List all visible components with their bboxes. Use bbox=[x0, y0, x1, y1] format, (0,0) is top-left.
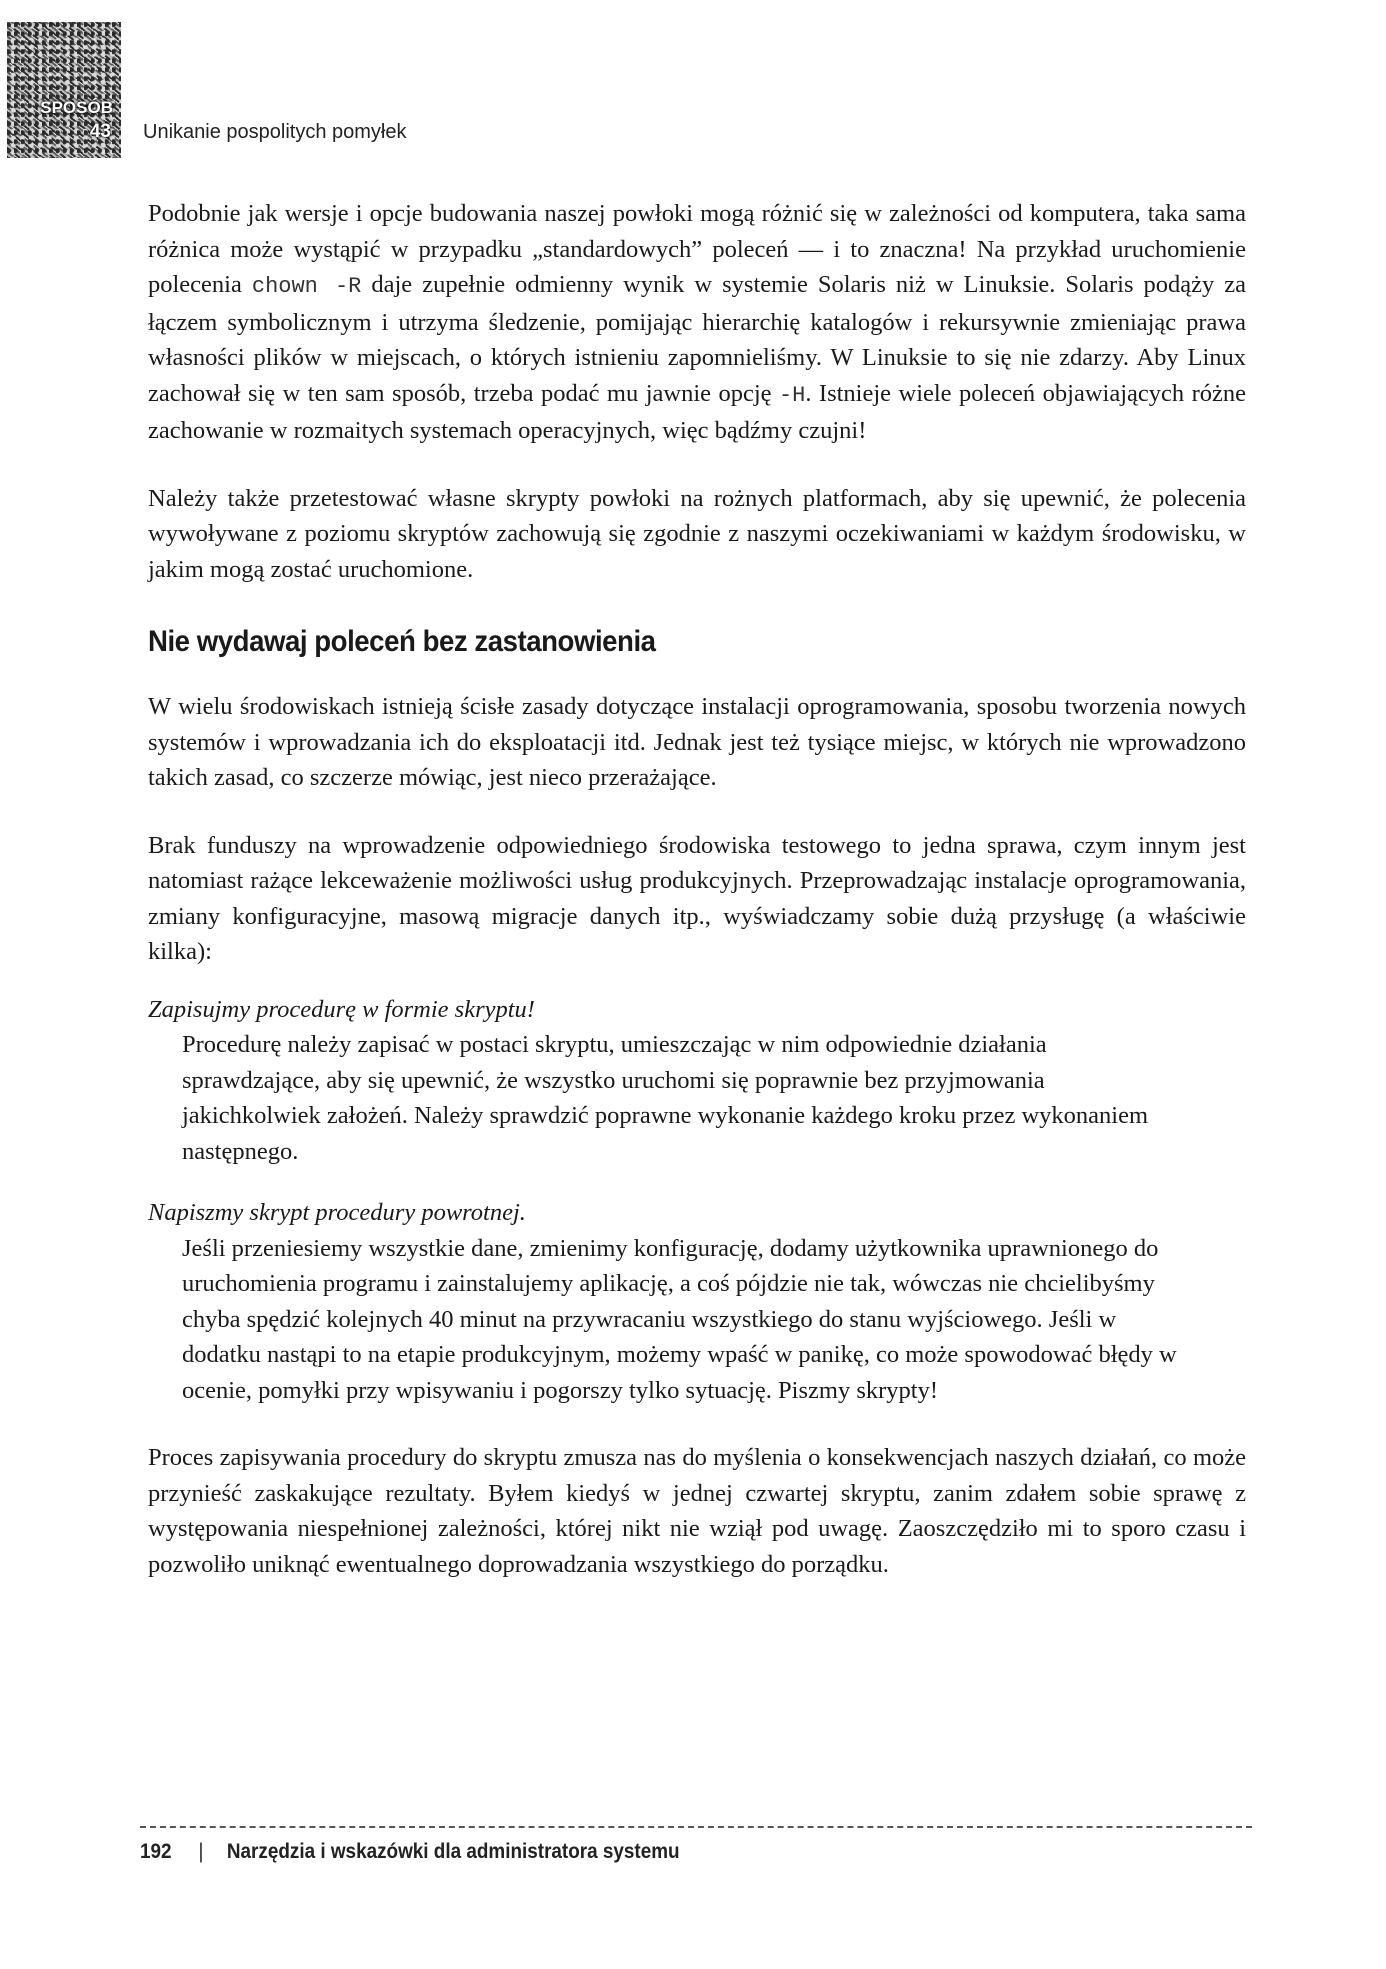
text-span: . Istnieje wiele poleceń objawiających różne zachowanie w rozmaitych systemach operacyjnych, więc bądźmy czujni! bbox=[148, 379, 1246, 444]
page-number: 192 bbox=[140, 1840, 172, 1863]
section-badge bbox=[7, 22, 121, 158]
paragraph-1 bbox=[148, 196, 1246, 449]
section-heading: Nie wydawaj poleceń bez zastanowienia bbox=[148, 625, 656, 658]
footer-divider bbox=[140, 1826, 1252, 1828]
text-span: daje zupełnie odmienny wynik w systemie Solaris niż w Linuksie. Solaris podąży za łączem symbolicznym i utrzyma śledzenie, pomijając hierarchię katalogów i rekursywnie zmieniając prawa własności plików w miejscach, o których istnieniu zapomnieliśmy. W Linuksie to się nie zdarzy. Aby Linux zachował się w ten sam sposób, trzeba podać mu jawnie opcję bbox=[148, 271, 1246, 407]
book-title: Narzędzia i wskazówki dla administratora systemu bbox=[226, 1840, 680, 1863]
inline-code-chown: chown -R bbox=[251, 274, 362, 299]
page-footer bbox=[140, 1840, 680, 1864]
page-body bbox=[148, 196, 1246, 1614]
list-term-2: Napiszmy skrypt procedury powrotnej. bbox=[148, 1199, 526, 1226]
paragraph-5: Proces zapisywania procedury do skryptu zmusza nas do myślenia o konsekwencjach naszych działań, co może przynieść zaskakujące rezultaty. Byłem kiedyś w jednej czwartej skryptu, zanim zdałem sobie sprawę z występowania niespełnionej zależności, której nikt nie wziął pod uwagę. Zaoszczędziło mi to sporo czasu i pozwoliło uniknąć ewentualnego doprowadzania wszystkiego do porządku. bbox=[148, 1444, 1246, 1578]
list-definition-2: Jeśli przeniesiemy wszystkie dane, zmienimy konfigurację, dodamy użytkownika uprawnionego do uruchomienia programu i zainstalujemy aplikację, a coś pójdzie nie tak, wówczas nie chcielibyśmy chyba spędzić kolejnych 40 minut na przywracaniu wszystkiego do stanu wyjściowego. Jeśli w dodatku nastąpi to na etapie produkcyjnym, możemy wpaść w panikę, co może spowodować błędy w ocenie, pomyłki przy wpisywaniu i pogorszy tylko sytuację. Piszmy skrypty! bbox=[182, 1234, 1177, 1404]
paragraph-3: W wielu środowiskach istnieją ścisłe zasady dotyczące instalacji oprogramowania, sposobu tworzenia nowych systemów i wprowadzania ich do eksploatacji itd. Jednak jest też tysiące miejsc, w których nie wprowadzono takich zasad, co szczerze mówiąc, jest nieco przerażające. bbox=[148, 693, 1246, 791]
badge-label: SPOSÓB bbox=[40, 98, 113, 117]
paragraph-2: Należy także przetestować własne skrypty powłoki na rożnych platformach, aby się upewnić, że polecenia wywoływane z poziomu skryptów zachowują się zgodnie z naszymi oczekiwaniami w każdym środowisku, w jakim mogą zostać uruchomione. bbox=[148, 484, 1246, 583]
badge-number: 43 bbox=[89, 121, 111, 142]
list-term-1: Zapisujmy procedurę w formie skryptu! bbox=[148, 995, 535, 1023]
inline-code-h-option: -H bbox=[778, 382, 806, 408]
text-span: Podobnie jak wersje i opcje budowania naszej powłoki mogą różnić się w zależności od komputera, taka sama różnica może wystąpić w przypadku „standardowych” poleceń — i to znaczna! Na przykład uruchomienie polecenia bbox=[148, 200, 1246, 298]
footer-separator: | bbox=[198, 1840, 204, 1863]
paragraph-4: Brak funduszy na wprowadzenie odpowiedniego środowiska testowego to jedna sprawa, czym innym jest natomiast rażące lekceważenie możliwości usług produkcyjnych. Przeprowadzając instalacje oprogramowania, zmiany konfiguracyjne, masową migracje danych itp., wyświadczamy sobie dużą przysługę (a właściwie kilka): bbox=[148, 831, 1246, 965]
list-definition-1: Procedurę należy zapisać w postaci skryptu, umieszczając w nim odpowiednie działania sprawdzające, aby się upewnić, że wszystko uruchomi się poprawnie bez przyjmowania jakichkolwiek założeń. Należy sprawdzić poprawne wykonanie każdego kroku przez wykonaniem następnego. bbox=[182, 1031, 1149, 1165]
running-header: Unikanie pospolitych pomyłek bbox=[143, 121, 407, 143]
